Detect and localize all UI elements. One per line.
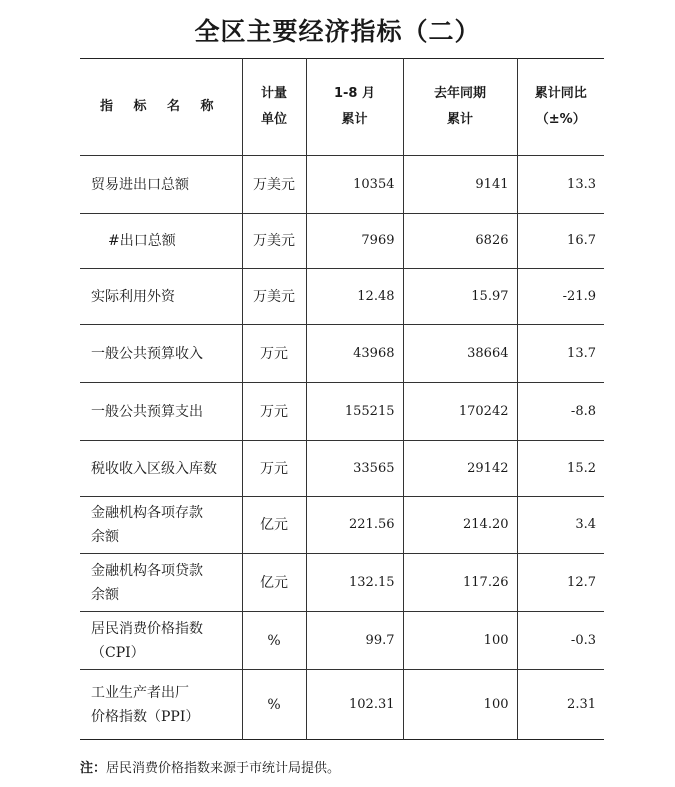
indicator-name <box>80 612 242 670</box>
unit-cell: 万元 <box>242 441 306 497</box>
current-cumulative-cell: 10354 <box>306 156 403 214</box>
header-row <box>80 59 604 156</box>
prior-cumulative-cell: 117.26 <box>403 554 517 612</box>
unit-cell: 万元 <box>242 325 306 383</box>
prior-cumulative-cell: 9141 <box>403 156 517 214</box>
prior-cumulative-cell: 38664 <box>403 325 517 383</box>
indicator-name <box>80 497 242 554</box>
table-row <box>80 612 604 670</box>
indicator-name <box>80 269 242 325</box>
indicator-name-line: 余额 <box>91 586 119 603</box>
footnote <box>80 759 340 779</box>
indicator-name <box>80 383 242 441</box>
unit-cell: % <box>242 670 306 740</box>
current-cumulative-cell: 155215 <box>306 383 403 441</box>
indicator-name-line: #出口总额 <box>108 233 176 249</box>
unit-cell: % <box>242 612 306 670</box>
table-row <box>80 497 604 554</box>
yoy-change-cell: 13.7 <box>517 325 604 383</box>
header-yoy-change: 累计同比 （±%） <box>517 59 604 156</box>
current-cumulative-cell: 43968 <box>306 325 403 383</box>
unit-cell: 万美元 <box>242 214 306 269</box>
current-cumulative-cell: 102.31 <box>306 670 403 740</box>
unit-cell: 万美元 <box>242 156 306 214</box>
header-current-cumulative: 1-8 月 累计 <box>306 59 403 156</box>
unit-cell: 万美元 <box>242 269 306 325</box>
table-row <box>80 383 604 441</box>
unit-cell: 亿元 <box>242 497 306 554</box>
table-row <box>80 214 604 269</box>
indicator-name <box>80 554 242 612</box>
yoy-change-cell: 16.7 <box>517 214 604 269</box>
footnote-text: 居民消费价格指数来源于市统计局提供。 <box>106 761 341 776</box>
indicator-name-line: 一般公共预算收入 <box>91 345 203 362</box>
footnote-label: 注： <box>80 761 107 776</box>
prior-cumulative-cell: 15.97 <box>403 269 517 325</box>
prior-cumulative-cell: 214.20 <box>403 497 517 554</box>
table-row <box>80 554 604 612</box>
yoy-change-cell: 15.2 <box>517 441 604 497</box>
indicator-name-line: 贸易进出口总额 <box>91 176 189 193</box>
indicator-name-line: 工业生产者出厂 <box>91 684 189 701</box>
current-cumulative-cell: 132.15 <box>306 554 403 612</box>
yoy-change-cell: -0.3 <box>517 612 604 670</box>
indicator-name <box>80 214 242 269</box>
current-cumulative-cell: 7969 <box>306 214 403 269</box>
indicator-name-line: （CPI） <box>91 644 145 661</box>
indicator-name-line: 实际利用外资 <box>91 288 175 305</box>
prior-cumulative-cell: 6826 <box>403 214 517 269</box>
indicator-name-line: 一般公共预算支出 <box>91 403 203 420</box>
table-row <box>80 269 604 325</box>
indicator-name-line: 税收收入区级入库数 <box>91 460 217 477</box>
header-prior-cumulative: 去年同期 累计 <box>403 59 517 156</box>
yoy-change-cell: 12.7 <box>517 554 604 612</box>
header-indicator-name: 指 标 名 称 <box>99 99 222 114</box>
prior-cumulative-cell: 170242 <box>403 383 517 441</box>
prior-cumulative-cell: 100 <box>403 612 517 670</box>
indicator-name-line: 居民消费价格指数 <box>91 620 203 637</box>
header-unit: 计量 单位 <box>242 59 306 156</box>
indicator-name-line: 金融机构各项存款 <box>91 505 203 521</box>
yoy-change-cell: -8.8 <box>517 383 604 441</box>
indicator-name <box>80 441 242 497</box>
yoy-change-cell: 3.4 <box>517 497 604 554</box>
unit-cell: 万元 <box>242 383 306 441</box>
yoy-change-cell: 13.3 <box>517 156 604 214</box>
indicators-table <box>80 58 604 740</box>
unit-cell: 亿元 <box>242 554 306 612</box>
indicator-name-line: 价格指数（PPI） <box>91 708 200 725</box>
table-body <box>80 156 604 740</box>
indicator-name <box>80 325 242 383</box>
current-cumulative-cell: 221.56 <box>306 497 403 554</box>
indicator-name-line: 余额 <box>91 529 119 545</box>
indicator-name-line: 金融机构各项贷款 <box>91 562 203 579</box>
indicator-name <box>80 156 242 214</box>
prior-cumulative-cell: 100 <box>403 670 517 740</box>
table-row <box>80 670 604 740</box>
yoy-change-cell: -21.9 <box>517 269 604 325</box>
current-cumulative-cell: 12.48 <box>306 269 403 325</box>
page-title: 全区主要经济指标（二） <box>194 17 481 46</box>
current-cumulative-cell: 99.7 <box>306 612 403 670</box>
indicator-name <box>80 670 242 740</box>
prior-cumulative-cell: 29142 <box>403 441 517 497</box>
table-row <box>80 441 604 497</box>
table-row <box>80 156 604 214</box>
yoy-change-cell: 2.31 <box>517 670 604 740</box>
current-cumulative-cell: 33565 <box>306 441 403 497</box>
table-row <box>80 325 604 383</box>
